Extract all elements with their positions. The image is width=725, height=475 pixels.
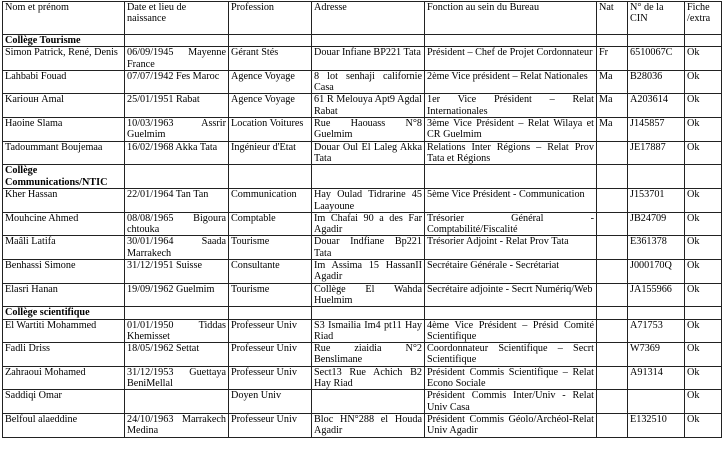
fiche-cell: Ok xyxy=(685,319,722,343)
adresse-cell: S3 Ismailia Im4 pt11 Hay Riad xyxy=(312,319,425,343)
naissance-cell: 01/01/1950 Tiddas Khemisset xyxy=(125,319,229,343)
fiche-cell: Ok xyxy=(685,260,722,284)
section-empty-cell xyxy=(628,165,685,189)
adresse-cell: Rue ziaidia N°2 Benslimane xyxy=(312,343,425,367)
fonction-cell: 2ème Vice président – Relat Nationales xyxy=(425,70,597,94)
nom-cell: Elasri Hanan xyxy=(3,283,125,307)
header-row xyxy=(3,2,722,35)
profession-cell: Tourisme xyxy=(229,283,312,307)
section-empty-cell xyxy=(312,165,425,189)
fonction-cell: Président Commis Scientifique – Relat Econo Sociale xyxy=(425,366,597,390)
fiche-cell: Ok xyxy=(685,283,722,307)
fonction-cell: Président Commis Géolo/Archéol-Relat Univ Agadir xyxy=(425,413,597,437)
table-row xyxy=(3,236,722,260)
table-row xyxy=(3,366,722,390)
section-empty-cell xyxy=(597,35,628,47)
table-row xyxy=(3,319,722,343)
adresse-cell: Douar Indfiane Bp221 Tata xyxy=(312,236,425,260)
fonction-cell: Coordonnateur Scientifique – Secrt Scientifique xyxy=(425,343,597,367)
section-empty-cell xyxy=(312,307,425,319)
naissance-cell: 19/09/1962 Guelmim xyxy=(125,283,229,307)
nom-cell: Saddiqi Omar xyxy=(3,390,125,414)
fonction-cell: 4ème Vice Président – Présid Comité Scientifique xyxy=(425,319,597,343)
fiche-cell: Ok xyxy=(685,212,722,236)
section-empty-cell xyxy=(685,165,722,189)
nat-cell xyxy=(597,366,628,390)
naissance-cell: 31/12/1953 Guettaya BeniMellal xyxy=(125,366,229,390)
fonction-cell: 5ème Vice Président - Communication xyxy=(425,189,597,213)
adresse-cell: Bloc HN°288 el Houda Agadir xyxy=(312,413,425,437)
fiche-cell: Ok xyxy=(685,390,722,414)
nat-cell xyxy=(597,413,628,437)
naissance-cell: 08/08/1965 Bigoura chtouka xyxy=(125,212,229,236)
adresse-cell: Douar Infiane BP221 Tata xyxy=(312,47,425,71)
cin-cell: JA155966 xyxy=(628,283,685,307)
section-empty-cell xyxy=(597,307,628,319)
nat-cell xyxy=(597,283,628,307)
section-row xyxy=(3,165,722,189)
nat-cell xyxy=(597,260,628,284)
fonction-cell: Trésorier Général - Comptabilité/Fiscalité xyxy=(425,212,597,236)
members-sheet xyxy=(2,1,721,438)
naissance-cell: 18/05/1962 Settat xyxy=(125,343,229,367)
nat-cell xyxy=(597,236,628,260)
section-title: Collège Tourisme xyxy=(3,35,125,47)
nat-cell xyxy=(597,343,628,367)
nom-cell: Kher Hassan xyxy=(3,189,125,213)
adresse-cell: Im Chafai 90 a des Far Agadir xyxy=(312,212,425,236)
fiche-cell: Ok xyxy=(685,141,722,165)
profession-cell: Communication xyxy=(229,189,312,213)
naissance-cell xyxy=(125,390,229,414)
cin-cell: 6510067C xyxy=(628,47,685,71)
profession-cell: Consultante xyxy=(229,260,312,284)
fonction-cell: Secrétaire Générale - Secrétariat xyxy=(425,260,597,284)
table-row xyxy=(3,390,722,414)
profession-cell: Agence Voyage xyxy=(229,70,312,94)
section-empty-cell xyxy=(628,307,685,319)
section-row xyxy=(3,35,722,47)
section-title: Collège Communications/NTIC xyxy=(3,165,125,189)
nat-cell xyxy=(597,319,628,343)
fonction-cell: Président Commis Inter/Univ - Relat Univ Casa xyxy=(425,390,597,414)
adresse-cell: Collège El Wahda Huelmim xyxy=(312,283,425,307)
nat-cell xyxy=(597,390,628,414)
table-row xyxy=(3,413,722,437)
table-row xyxy=(3,189,722,213)
nat-cell: Ma xyxy=(597,70,628,94)
column-header-profession: Profession xyxy=(229,2,312,35)
table-body xyxy=(3,35,722,438)
section-empty-cell xyxy=(685,307,722,319)
nom-cell: Simon Patrick, René, Denis xyxy=(3,47,125,71)
fonction-cell: Président – Chef de Projet Cordonnateur xyxy=(425,47,597,71)
section-empty-cell xyxy=(425,307,597,319)
adresse-cell: 61 R Melouya Apt9 Agdal Rabat xyxy=(312,94,425,118)
section-empty-cell xyxy=(312,35,425,47)
cin-cell: J000170Q xyxy=(628,260,685,284)
fiche-cell: Ok xyxy=(685,343,722,367)
cin-cell: A203614 xyxy=(628,94,685,118)
table-row xyxy=(3,283,722,307)
nat-cell: Fr xyxy=(597,47,628,71)
section-empty-cell xyxy=(229,307,312,319)
cin-cell: W7369 xyxy=(628,343,685,367)
adresse-cell: 8 lot senhaji californie Casa xyxy=(312,70,425,94)
fiche-cell: Ok xyxy=(685,189,722,213)
nom-cell: El Wartiti Mohammed xyxy=(3,319,125,343)
section-empty-cell xyxy=(125,307,229,319)
nom-cell: Zahraoui Mohamed xyxy=(3,366,125,390)
nat-cell: Ma xyxy=(597,118,628,142)
fiche-cell: Ok xyxy=(685,47,722,71)
nat-cell: Ma xyxy=(597,94,628,118)
column-header-adresse: Adresse xyxy=(312,2,425,35)
nom-cell: Kariouн Amal xyxy=(3,94,125,118)
section-empty-cell xyxy=(628,35,685,47)
fonction-cell: Trésorier Adjoint - Relat Prov Tata xyxy=(425,236,597,260)
profession-cell: Gérant Stés xyxy=(229,47,312,71)
nat-cell xyxy=(597,212,628,236)
cin-cell: B28036 xyxy=(628,70,685,94)
naissance-cell: 10/03/1963 Assrir Guelmim xyxy=(125,118,229,142)
section-empty-cell xyxy=(425,35,597,47)
section-empty-cell xyxy=(229,35,312,47)
cin-cell: JE17887 xyxy=(628,141,685,165)
column-header-cin: N° de la CIN xyxy=(628,2,685,35)
profession-cell: Ingénieur d'Etat xyxy=(229,141,312,165)
adresse-cell: Im Assima 15 HassanII Agadir xyxy=(312,260,425,284)
fiche-cell: Ok xyxy=(685,366,722,390)
cin-cell: E132510 xyxy=(628,413,685,437)
naissance-cell: 24/10/1963 Marrakech Medina xyxy=(125,413,229,437)
naissance-cell: 25/01/1951 Rabat xyxy=(125,94,229,118)
nom-cell: Lahbabi Fouad xyxy=(3,70,125,94)
profession-cell: Comptable xyxy=(229,212,312,236)
column-header-nat: Nat xyxy=(597,2,628,35)
cin-cell: A91314 xyxy=(628,366,685,390)
nat-cell xyxy=(597,141,628,165)
column-header-naissance: Date et lieu de naissance xyxy=(125,2,229,35)
nom-cell: Fadli Driss xyxy=(3,343,125,367)
adresse-cell: Douar Oul El Laleg Akka Tata xyxy=(312,141,425,165)
cin-cell xyxy=(628,390,685,414)
profession-cell: Professeur Univ xyxy=(229,366,312,390)
table-row xyxy=(3,47,722,71)
naissance-cell: 16/02/1968 Akka Tata xyxy=(125,141,229,165)
table-row xyxy=(3,118,722,142)
table-row xyxy=(3,343,722,367)
fiche-cell: Ok xyxy=(685,413,722,437)
adresse-cell: Rue Haouass N°8 Guelmim xyxy=(312,118,425,142)
fiche-cell: Ok xyxy=(685,94,722,118)
profession-cell: Doyen Univ xyxy=(229,390,312,414)
naissance-cell: 22/01/1964 Tan Tan xyxy=(125,189,229,213)
fonction-cell: Relations Inter Régions – Relat Prov Tata et Régions xyxy=(425,141,597,165)
nom-cell: Maâli Latifa xyxy=(3,236,125,260)
profession-cell: Agence Voyage xyxy=(229,94,312,118)
table-row xyxy=(3,260,722,284)
cin-cell: J153701 xyxy=(628,189,685,213)
bureau-members-table xyxy=(2,1,722,438)
cin-cell: J145857 xyxy=(628,118,685,142)
section-title: Collège scientifique xyxy=(3,307,125,319)
profession-cell: Location Voitures xyxy=(229,118,312,142)
fonction-cell: Secrétaire adjointe - Secrt Numériq/Web xyxy=(425,283,597,307)
section-empty-cell xyxy=(125,165,229,189)
adresse-cell: Hay Oulad Tidrarine 45 Laayoune xyxy=(312,189,425,213)
section-empty-cell xyxy=(229,165,312,189)
nom-cell: Haoine Slama xyxy=(3,118,125,142)
profession-cell: Professeur Univ xyxy=(229,319,312,343)
profession-cell: Professeur Univ xyxy=(229,343,312,367)
naissance-cell: 30/01/1964 Saada Marrakech xyxy=(125,236,229,260)
table-row xyxy=(3,70,722,94)
fonction-cell: 1er Vice Président – Relat Internationales xyxy=(425,94,597,118)
adresse-cell: Sect13 Rue Achich B2 Hay Riad xyxy=(312,366,425,390)
nom-cell: Mouhcine Ahmed xyxy=(3,212,125,236)
table-row xyxy=(3,212,722,236)
section-empty-cell xyxy=(685,35,722,47)
nat-cell xyxy=(597,189,628,213)
fiche-cell: Ok xyxy=(685,236,722,260)
table-row xyxy=(3,141,722,165)
fiche-cell: Ok xyxy=(685,118,722,142)
naissance-cell: 31/12/1951 Suisse xyxy=(125,260,229,284)
nom-cell: Benhassi Simone xyxy=(3,260,125,284)
naissance-cell: 06/09/1945 Mayenne France xyxy=(125,47,229,71)
section-empty-cell xyxy=(597,165,628,189)
column-header-fiche: Fiche /extra xyxy=(685,2,722,35)
section-empty-cell xyxy=(425,165,597,189)
section-row xyxy=(3,307,722,319)
nom-cell: Tadoummant Boujemaa xyxy=(3,141,125,165)
adresse-cell xyxy=(312,390,425,414)
nom-cell: Belfoul alaeddine xyxy=(3,413,125,437)
cin-cell: E361378 xyxy=(628,236,685,260)
column-header-fonction: Fonction au sein du Bureau xyxy=(425,2,597,35)
cin-cell: A71753 xyxy=(628,319,685,343)
cin-cell: JB24709 xyxy=(628,212,685,236)
profession-cell: Tourisme xyxy=(229,236,312,260)
fiche-cell: Ok xyxy=(685,70,722,94)
section-empty-cell xyxy=(125,35,229,47)
table-row xyxy=(3,94,722,118)
naissance-cell: 07/07/1942 Fes Maroc xyxy=(125,70,229,94)
profession-cell: Professeur Univ xyxy=(229,413,312,437)
column-header-nom: Nom et prénom xyxy=(3,2,125,35)
fonction-cell: 3ème Vice Président – Relat Wilaya et CR Guelmim xyxy=(425,118,597,142)
